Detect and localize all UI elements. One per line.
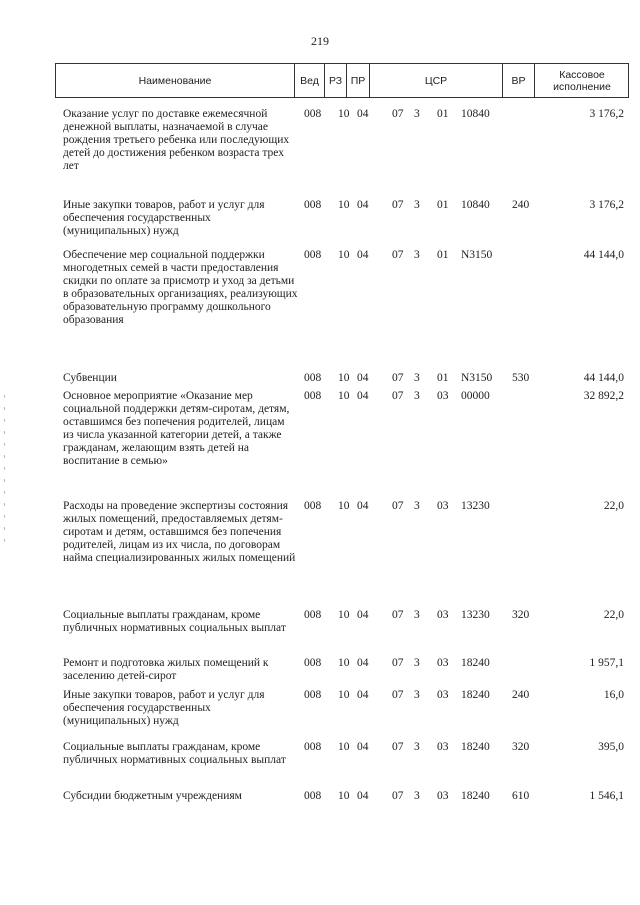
row-name: Субвенции xyxy=(63,372,117,384)
row-csr-activity: 01 xyxy=(437,372,449,384)
row-amount: 32 892,2 xyxy=(583,390,624,402)
row-ved: 008 xyxy=(304,390,322,402)
row-csr-subprogram: 3 xyxy=(414,689,420,701)
row-rz: 10 xyxy=(338,790,350,802)
page-number: 219 xyxy=(311,34,329,48)
header-amount: Кассовое исполнение xyxy=(534,64,629,97)
row-rz: 10 xyxy=(338,657,350,669)
row-amount: 22,0 xyxy=(603,500,624,512)
row-ved: 008 xyxy=(304,657,322,669)
row-csr-code: 18240 xyxy=(461,790,490,802)
row-ved: 008 xyxy=(304,199,322,211)
row-name: Социальные выплаты гражданам, кроме публичных нормативных социальных выплат xyxy=(63,609,286,634)
row-name: Расходы на проведение экспертизы состояния жилых помещений, предоставляемых детям-сиротам и детям, оставшимся без попечения родителей, лицам из их числа, по договорам найма специализированных жилых помещений xyxy=(63,500,296,564)
row-rz: 10 xyxy=(338,609,350,621)
row-pr: 04 xyxy=(357,249,369,261)
row-csr-subprogram: 3 xyxy=(414,108,420,120)
row-csr-activity: 01 xyxy=(437,249,449,261)
row-csr-code: 00000 xyxy=(461,390,490,402)
row-vr: 240 xyxy=(512,689,530,701)
row-rz: 10 xyxy=(338,199,350,211)
row-ved: 008 xyxy=(304,609,322,621)
row-name: Ремонт и подготовка жилых помещений к заселению детей-сирот xyxy=(63,657,269,682)
row-name: Иные закупки товаров, работ и услуг для обеспечения государственных (муниципальных) нужд xyxy=(63,199,265,237)
row-csr-program: 07 xyxy=(392,108,404,120)
row-csr-program: 07 xyxy=(392,199,404,211)
row-csr-subprogram: 3 xyxy=(414,609,420,621)
row-csr-code: 18240 xyxy=(461,689,490,701)
row-pr: 04 xyxy=(357,741,369,753)
row-rz: 10 xyxy=(338,249,350,261)
row-pr: 04 xyxy=(357,372,369,384)
header-pr: ПР xyxy=(346,64,369,97)
header-vr: ВР xyxy=(502,64,534,97)
row-ved: 008 xyxy=(304,500,322,512)
row-csr-program: 07 xyxy=(392,390,404,402)
row-vr: 240 xyxy=(512,199,530,211)
row-csr-activity: 03 xyxy=(437,689,449,701)
row-ved: 008 xyxy=(304,741,322,753)
row-amount: 3 176,2 xyxy=(589,199,624,211)
row-csr-code: 18240 xyxy=(461,657,490,669)
row-pr: 04 xyxy=(357,609,369,621)
row-pr: 04 xyxy=(357,657,369,669)
row-csr-program: 07 xyxy=(392,657,404,669)
row-csr-activity: 03 xyxy=(437,390,449,402)
row-csr-program: 07 xyxy=(392,741,404,753)
scan-margin-mark xyxy=(4,395,5,545)
row-amount: 3 176,2 xyxy=(589,108,624,120)
row-csr-program: 07 xyxy=(392,372,404,384)
row-name: Социальные выплаты гражданам, кроме публичных нормативных социальных выплат xyxy=(63,741,286,766)
row-csr-activity: 03 xyxy=(437,790,449,802)
row-csr-program: 07 xyxy=(392,249,404,261)
header-name: Наименование xyxy=(138,74,212,87)
row-pr: 04 xyxy=(357,689,369,701)
row-ved: 008 xyxy=(304,108,322,120)
row-csr-subprogram: 3 xyxy=(414,741,420,753)
row-amount: 22,0 xyxy=(603,609,624,621)
row-amount: 1 957,1 xyxy=(589,657,624,669)
row-csr-program: 07 xyxy=(392,689,404,701)
row-ved: 008 xyxy=(304,249,322,261)
row-pr: 04 xyxy=(357,199,369,211)
header-csr: ЦСР xyxy=(369,64,502,97)
row-name: Субсидии бюджетным учреждениям xyxy=(63,790,242,802)
row-csr-activity: 03 xyxy=(437,500,449,512)
row-rz: 10 xyxy=(338,741,350,753)
row-vr: 320 xyxy=(512,609,530,621)
row-csr-subprogram: 3 xyxy=(414,249,420,261)
row-rz: 10 xyxy=(338,390,350,402)
row-amount: 395,0 xyxy=(598,741,624,753)
row-rz: 10 xyxy=(338,372,350,384)
row-csr-program: 07 xyxy=(392,609,404,621)
row-csr-subprogram: 3 xyxy=(414,372,420,384)
row-csr-code: 13230 xyxy=(461,609,490,621)
row-csr-subprogram: 3 xyxy=(414,199,420,211)
header-ved: Вед xyxy=(294,64,324,97)
row-name: Обеспечение мер социальной поддержки многодетных семей в части предоставления скидки по оплате за присмотр и уход за детьми в образовательных организациях, реализующих образовательную программу дошкольного образования xyxy=(63,249,298,326)
row-csr-code: 13230 xyxy=(461,500,490,512)
row-csr-code: 10840 xyxy=(461,199,490,211)
row-rz: 10 xyxy=(338,689,350,701)
row-csr-code: 10840 xyxy=(461,108,490,120)
row-pr: 04 xyxy=(357,390,369,402)
row-ved: 008 xyxy=(304,689,322,701)
row-vr: 530 xyxy=(512,372,530,384)
row-csr-activity: 03 xyxy=(437,609,449,621)
table-header xyxy=(55,63,629,98)
row-csr-activity: 03 xyxy=(437,741,449,753)
row-pr: 04 xyxy=(357,790,369,802)
row-name: Оказание услуг по доставке ежемесячной денежной выплаты, назначаемой в случае рождения третьего ребенка или последующих детей до достижения ребенком возраста трех лет xyxy=(63,108,290,172)
row-amount: 1 546,1 xyxy=(589,790,624,802)
row-csr-subprogram: 3 xyxy=(414,790,420,802)
row-csr-program: 07 xyxy=(392,500,404,512)
row-rz: 10 xyxy=(338,500,350,512)
header-rz: РЗ xyxy=(324,64,346,97)
row-vr: 610 xyxy=(512,790,530,802)
row-csr-code: N3150 xyxy=(461,249,493,261)
row-csr-program: 07 xyxy=(392,790,404,802)
row-rz: 10 xyxy=(338,108,350,120)
row-csr-subprogram: 3 xyxy=(414,390,420,402)
row-csr-subprogram: 3 xyxy=(414,657,420,669)
row-vr: 320 xyxy=(512,741,530,753)
row-csr-code: N3150 xyxy=(461,372,493,384)
row-csr-code: 18240 xyxy=(461,741,490,753)
row-ved: 008 xyxy=(304,790,322,802)
row-pr: 04 xyxy=(357,108,369,120)
row-ved: 008 xyxy=(304,372,322,384)
row-name: Иные закупки товаров, работ и услуг для обеспечения государственных (муниципальных) нужд xyxy=(63,689,265,727)
row-pr: 04 xyxy=(357,500,369,512)
row-csr-subprogram: 3 xyxy=(414,500,420,512)
row-csr-activity: 01 xyxy=(437,199,449,211)
row-amount: 44 144,0 xyxy=(583,249,624,261)
row-amount: 44 144,0 xyxy=(583,372,624,384)
row-csr-activity: 03 xyxy=(437,657,449,669)
row-amount: 16,0 xyxy=(603,689,624,701)
row-csr-activity: 01 xyxy=(437,108,449,120)
row-name: Основное мероприятие «Оказание мер социальной поддержки детям-сиротам, детям, оставшимся без попечения родителей, лицам из числа указанной категории детей, а также гражданам, желающим взять детей на воспитание в семью» xyxy=(63,390,290,467)
